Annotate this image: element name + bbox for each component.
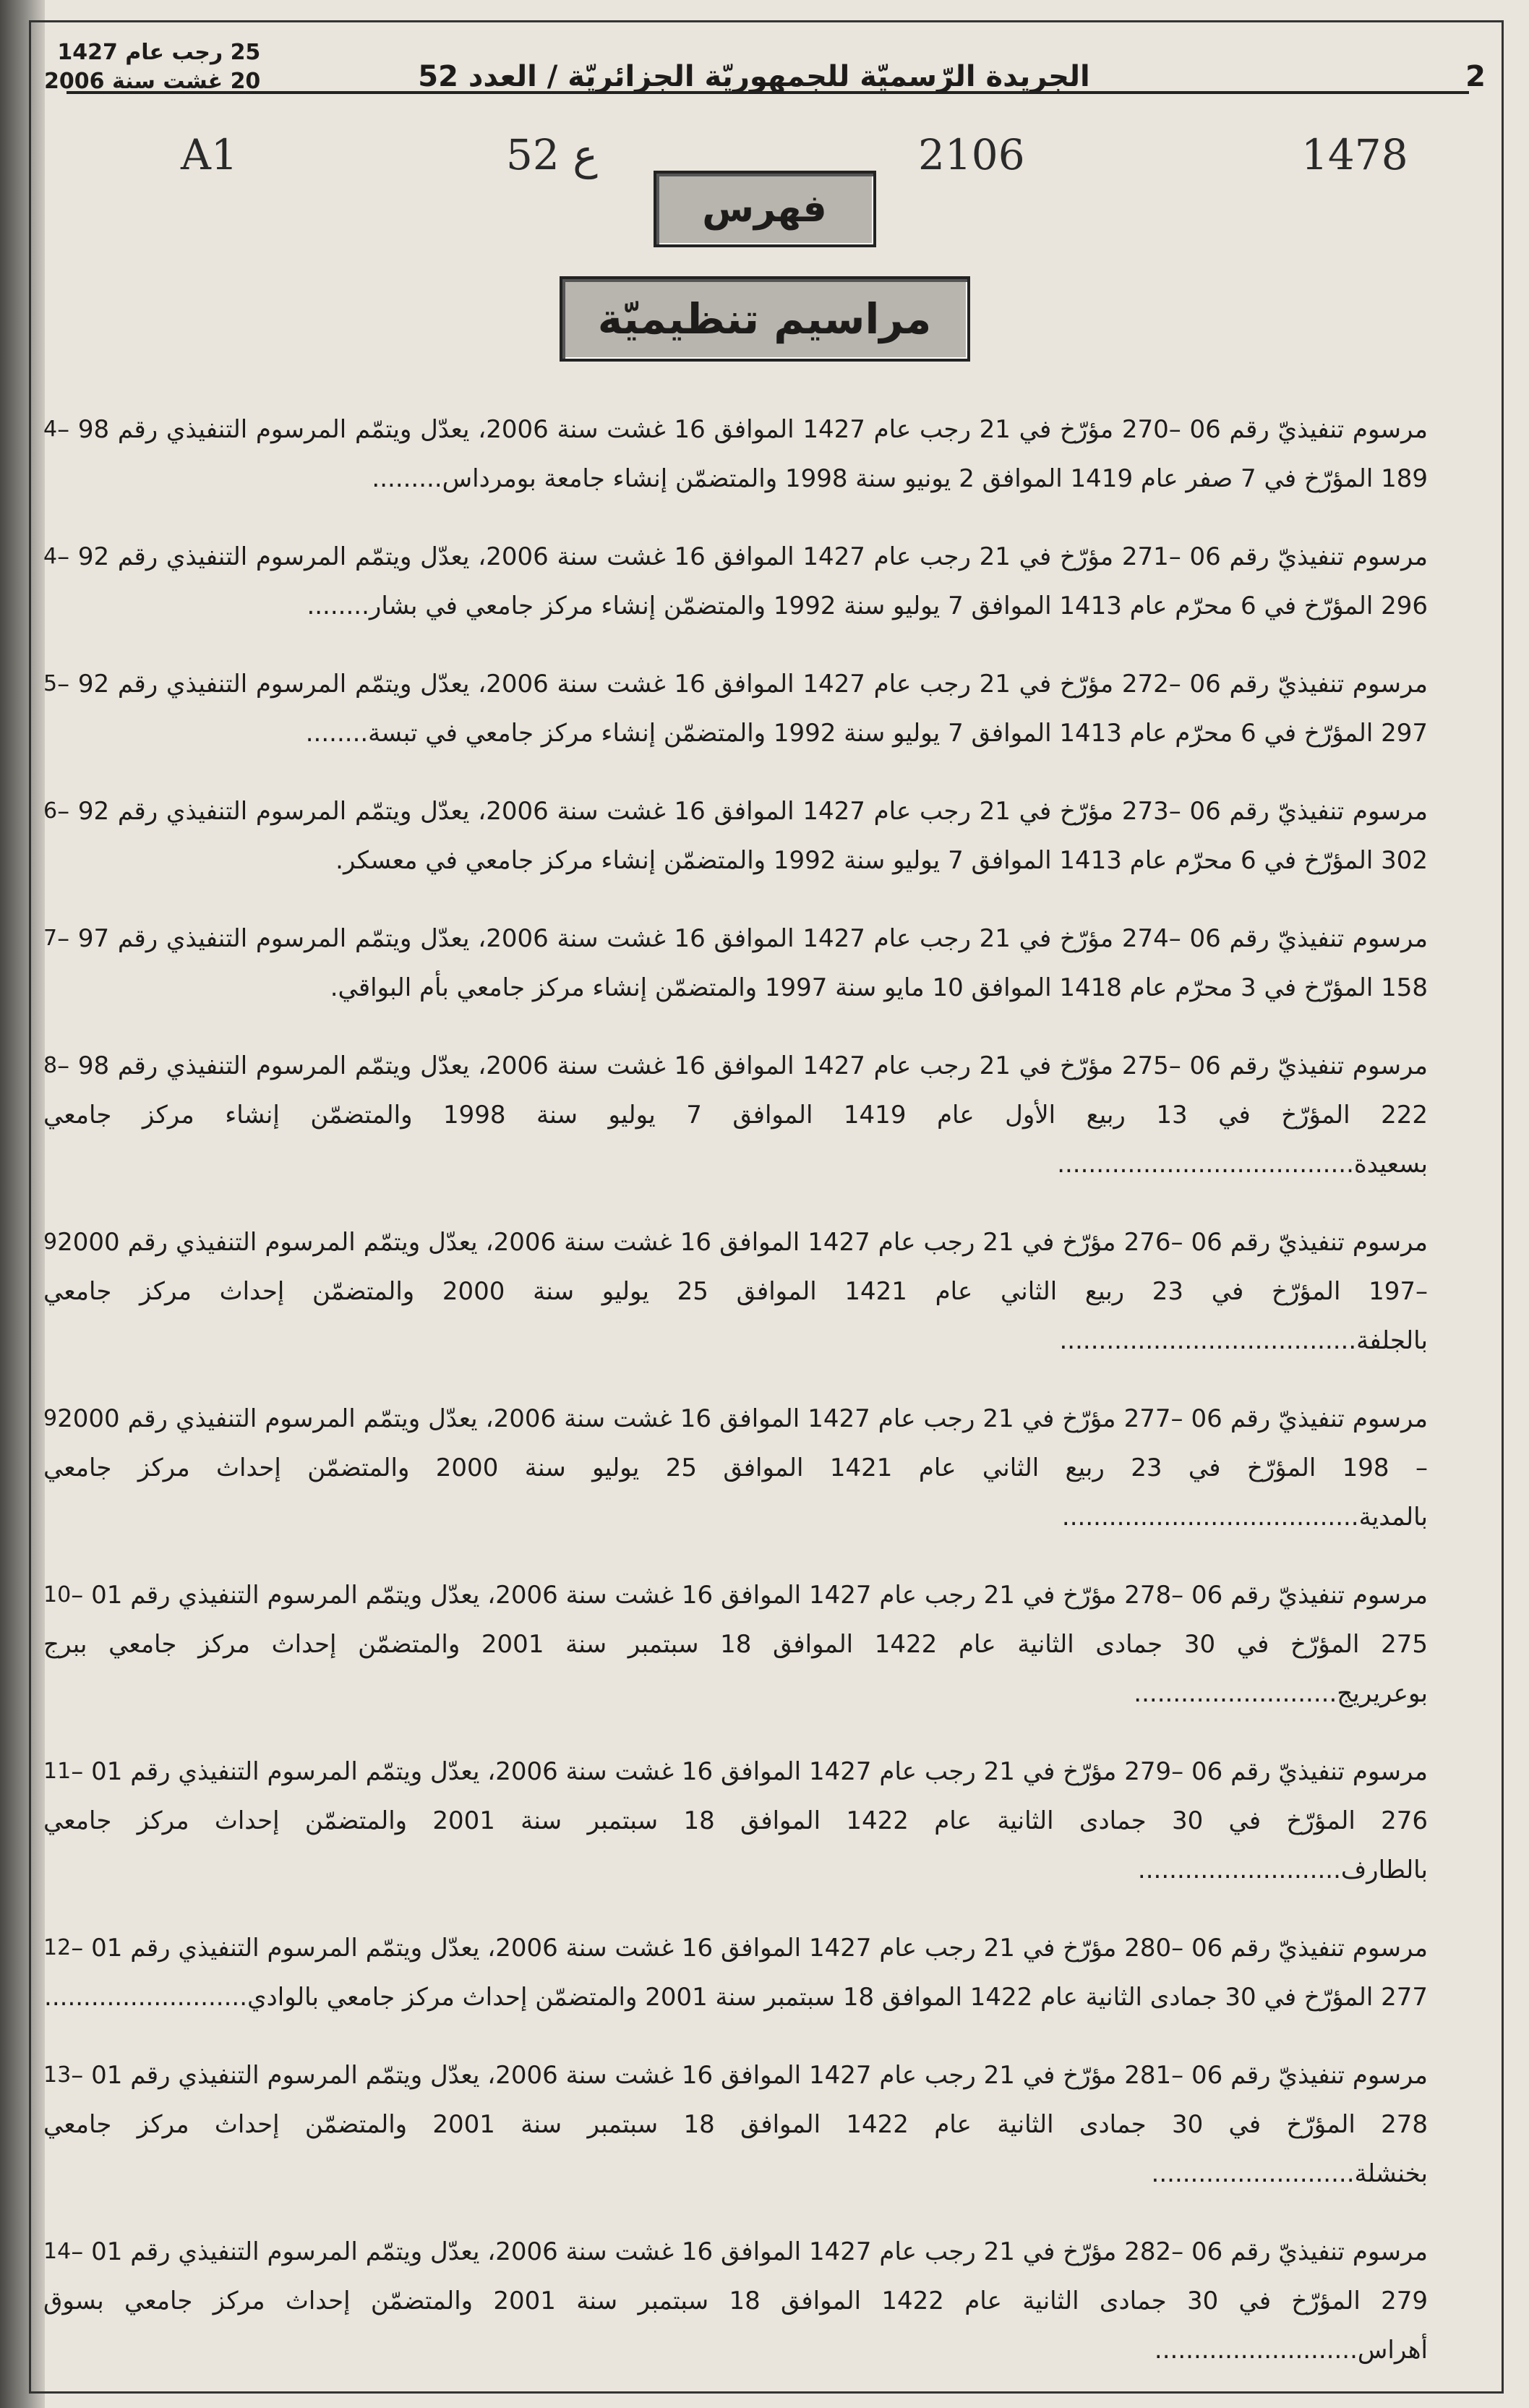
handwritten-note-d: 1478 [1301, 130, 1408, 179]
handwritten-note-c: 2106 [918, 130, 1025, 179]
entry-page: 4 [43, 417, 58, 442]
index-entries [43, 405, 1428, 2375]
handwritten-note-b: 52 ع [506, 130, 598, 179]
entry-page: 13 [43, 2062, 72, 2088]
entry-page: 4 [43, 544, 58, 569]
entry-page: 9 [43, 1229, 58, 1255]
date-gregorian: 20 غشت سنة 2006 [44, 69, 261, 94]
section-title: مراسيم تنظيميّة [560, 276, 970, 362]
handwritten-note-a: A1 [181, 130, 238, 179]
entry-text: مرسوم تنفيذيّ رقم 06 –274 مؤرّخ في 21 رجب عام 1427 الموافق 16 غشت سنة 2006، يعدّل ويتمّم المرسوم التنفيذي رقم 97 –158 المؤرّخ في 3 محرّم عام 1418 الموافق 10 مايو سنة 1997 والمتضمّن إنشاء مركز جامعي بأم البواقي. [57, 924, 1429, 1002]
issue-date [44, 38, 260, 96]
index-entry [43, 914, 1428, 1012]
index-entry [43, 405, 1428, 503]
entry-text: مرسوم تنفيذيّ رقم 06 –277 مؤرّخ في 21 رجب عام 1427 الموافق 16 غشت سنة 2006، يعدّل ويتمّم المرسوم التنفيذي رقم 2000 – 198 المؤرّخ في 23 ربيع الثاني عام 1421 الموافق 25 يوليو سنة 2000 والمتضمّن إحداث مركز جامعي بالمدية...................................... [43, 1404, 1428, 1532]
header-divider [67, 91, 1469, 94]
entry-text: مرسوم تنفيذيّ رقم 06 –282 مؤرّخ في 21 رجب عام 1427 الموافق 16 غشت سنة 2006، يعدّل ويتمّم المرسوم التنفيذي رقم 01 –279 المؤرّخ في 30 جمادى الثانية عام 1422 الموافق 18 سبتمبر سنة 2001 والمتضمّن إحداث مركز جامعي بسوق أهراس.......................... [43, 2237, 1428, 2365]
index-title: فهرس [654, 171, 876, 247]
entry-page: 10 [43, 1582, 72, 1608]
entry-text: مرسوم تنفيذيّ رقم 06 –280 مؤرّخ في 21 رجب عام 1427 الموافق 16 غشت سنة 2006، يعدّل ويتمّم المرسوم التنفيذي رقم 01 –277 المؤرّخ في 30 جمادى الثانية عام 1422 الموافق 18 سبتمبر سنة 2001 والمتضمّن إحداث مركز جامعي بالوادي.......................... [44, 1934, 1428, 2012]
index-entry [43, 1924, 1428, 2022]
entry-text: مرسوم تنفيذيّ رقم 06 –279 مؤرّخ في 21 رجب عام 1427 الموافق 16 غشت سنة 2006، يعدّل ويتمّم المرسوم التنفيذي رقم 01 –276 المؤرّخ في 30 جمادى الثانية عام 1422 الموافق 18 سبتمبر سنة 2001 والمتضمّن إحداث مركز جامعي بالطارف.......................... [43, 1757, 1428, 1884]
index-entry [43, 1394, 1428, 1542]
entry-text: مرسوم تنفيذيّ رقم 06 –278 مؤرّخ في 21 رجب عام 1427 الموافق 16 غشت سنة 2006، يعدّل ويتمّم المرسوم التنفيذي رقم 01 –275 المؤرّخ في 30 جمادى الثانية عام 1422 الموافق 18 سبتمبر سنة 2001 والمتضمّن إحداث مركز جامعي ببرج بوعريريج.......................... [43, 1581, 1428, 1708]
entry-text: مرسوم تنفيذيّ رقم 06 –272 مؤرّخ في 21 رجب عام 1427 الموافق 16 غشت سنة 2006، يعدّل ويتمّم المرسوم التنفيذي رقم 92 –297 المؤرّخ في 6 محرّم عام 1413 الموافق 7 يوليو سنة 1992 والمتضمّن إنشاء مركز جامعي في تبسة........ [57, 670, 1429, 748]
entry-page: 6 [43, 798, 58, 824]
entry-page: 5 [43, 671, 58, 696]
date-hijri: 25 رجب عام 1427 [57, 40, 261, 65]
entry-page: 8 [43, 1053, 58, 1078]
index-entry [43, 1747, 1428, 1895]
entry-text: مرسوم تنفيذيّ رقم 06 –275 مؤرّخ في 21 رجب عام 1427 الموافق 16 غشت سنة 2006، يعدّل ويتمّم المرسوم التنفيذي رقم 98 –222 المؤرّخ في 13 ربيع الأول عام 1419 الموافق 7 يوليو سنة 1998 والمتضمّن إنشاء مركز جامعي بسعيدة...................................... [43, 1051, 1429, 1179]
gazette-title: الجريدة الرّسميّة للجمهوريّة الجزائريّة / العدد 52 [418, 60, 1090, 93]
index-entry [43, 659, 1428, 758]
page-number: 2 [1465, 60, 1486, 93]
index-entry [43, 1571, 1428, 1718]
index-entry [43, 2227, 1428, 2375]
entry-page: 9 [43, 1406, 58, 1431]
entry-text: مرسوم تنفيذيّ رقم 06 –276 مؤرّخ في 21 رجب عام 1427 الموافق 16 غشت سنة 2006، يعدّل ويتمّم المرسوم التنفيذي رقم 2000 –197 المؤرّخ في 23 ربيع الثاني عام 1421 الموافق 25 يوليو سنة 2000 والمتضمّن إحداث مركز جامعي بالجلفة...................................... [43, 1228, 1428, 1355]
entry-text: مرسوم تنفيذيّ رقم 06 –281 مؤرّخ في 21 رجب عام 1427 الموافق 16 غشت سنة 2006، يعدّل ويتمّم المرسوم التنفيذي رقم 01 –278 المؤرّخ في 30 جمادى الثانية عام 1422 الموافق 18 سبتمبر سنة 2001 والمتضمّن إحداث مركز جامعي بخنشلة.......................... [43, 2061, 1428, 2188]
index-entry [43, 2051, 1428, 2198]
index-entry [43, 1218, 1428, 1365]
entry-text: مرسوم تنفيذيّ رقم 06 –271 مؤرّخ في 21 رجب عام 1427 الموافق 16 غشت سنة 2006، يعدّل ويتمّم المرسوم التنفيذي رقم 92 –296 المؤرّخ في 6 محرّم عام 1413 الموافق 7 يوليو سنة 1992 والمتضمّن إنشاء مركز جامعي في بشار........ [57, 542, 1429, 620]
index-entry [43, 1041, 1428, 1189]
entry-page: 7 [43, 926, 58, 951]
entry-text: مرسوم تنفيذيّ رقم 06 –273 مؤرّخ في 21 رجب عام 1427 الموافق 16 غشت سنة 2006، يعدّل ويتمّم المرسوم التنفيذي رقم 92 –302 المؤرّخ في 6 محرّم عام 1413 الموافق 7 يوليو سنة 1992 والمتضمّن إنشاء مركز جامعي في معسكر. [57, 797, 1429, 875]
entry-page: 11 [43, 1759, 72, 1784]
index-entry [43, 787, 1428, 885]
entry-page: 14 [43, 2239, 72, 2264]
entry-text: مرسوم تنفيذيّ رقم 06 –270 مؤرّخ في 21 رجب عام 1427 الموافق 16 غشت سنة 2006، يعدّل ويتمّم المرسوم التنفيذي رقم 98 –189 المؤرّخ في 7 صفر عام 1419 الموافق 2 يونيو سنة 1998 والمتضمّن إنشاء جامعة بومرداس......... [57, 415, 1429, 493]
index-entry [43, 532, 1428, 631]
entry-page: 12 [43, 1935, 72, 1960]
